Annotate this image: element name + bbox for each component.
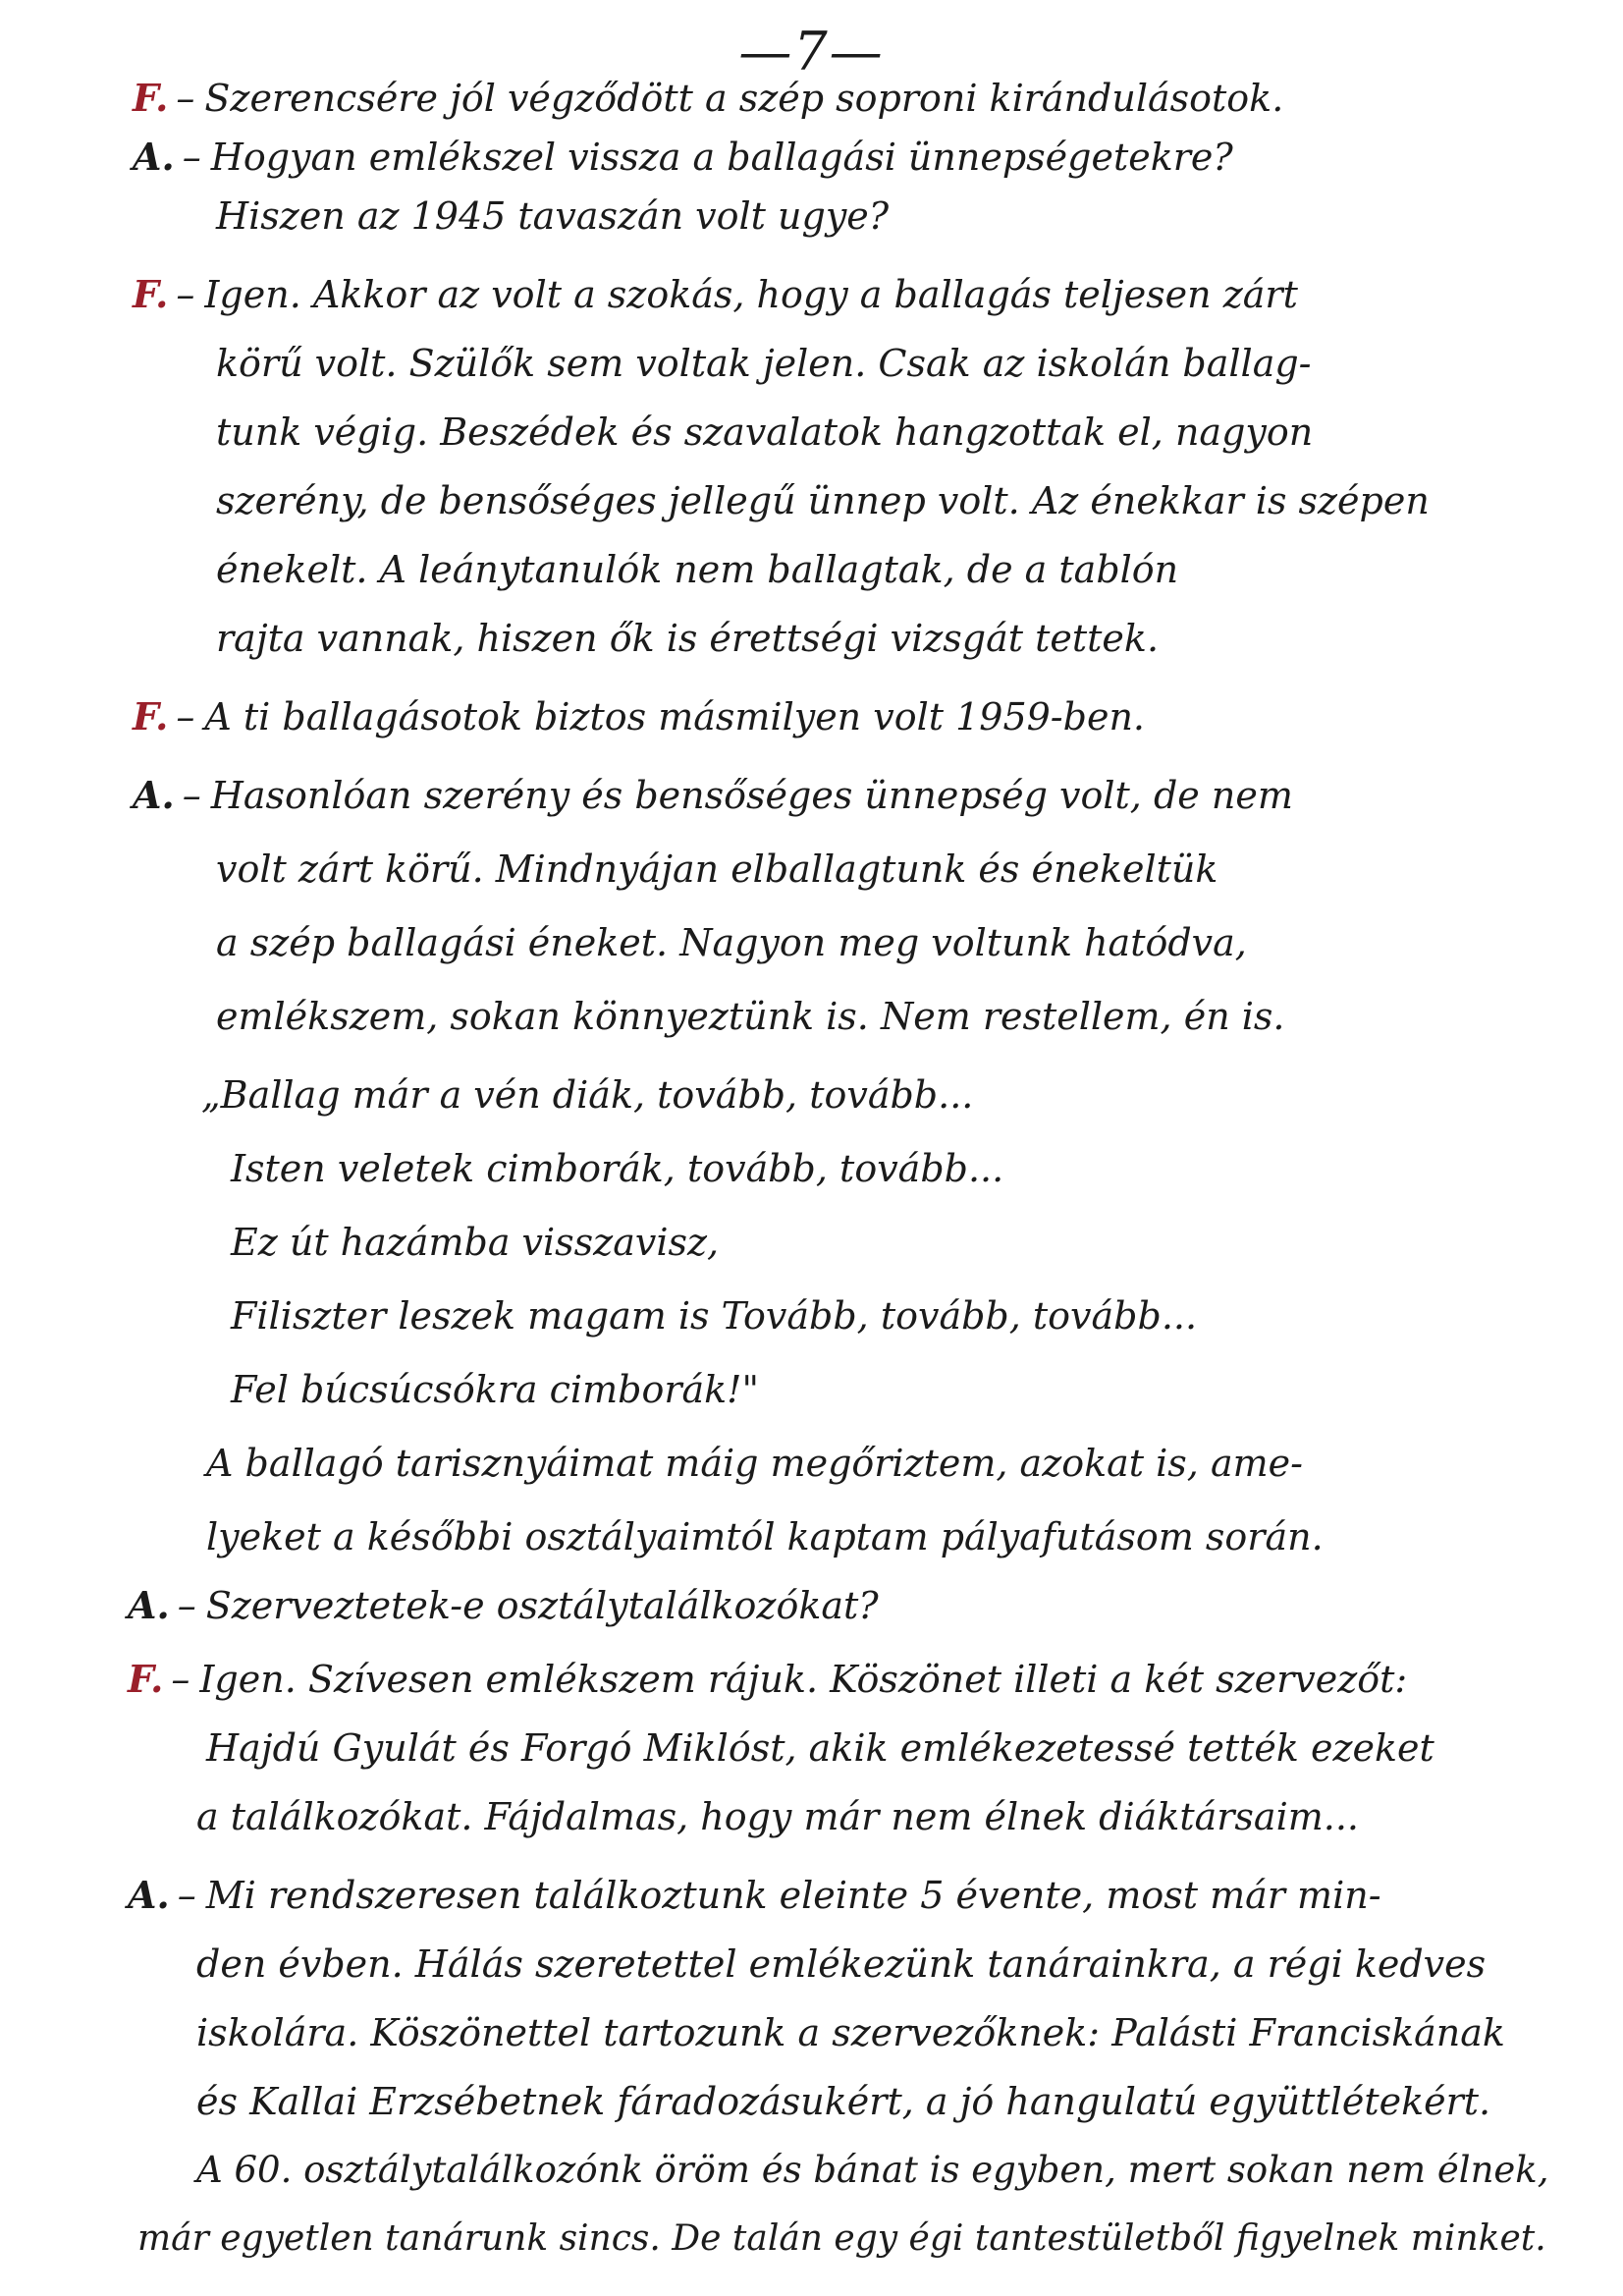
text-line — [216, 913, 1247, 972]
line-text: Szerveztetek-e osztálytalálkozókat? — [205, 1584, 879, 1627]
text-line — [196, 2072, 1490, 2131]
line-text: rajta vannak, hiszen ők is érettségi vizsgát tettek. — [216, 617, 1160, 660]
text-line — [196, 2003, 1505, 2062]
line-text: és Kallai Erzsébetnek fáradozásukért, a jó hangulatú együttlétekért. — [196, 2080, 1491, 2123]
poem-line — [231, 1360, 759, 1419]
line-text: Fel búcsúcsókra cimborák!" — [231, 1368, 759, 1411]
text-line: A. – Mi rendszeresen találkoztunk eleinte 5 évente, most már min- — [128, 1866, 1381, 1925]
line-text: A ballagó tarisznyáimat máig megőriztem, azokat is, ame- — [206, 1442, 1303, 1485]
line-text: lyeket a későbbi osztályaimtól kaptam pályafutásom során. — [206, 1515, 1324, 1558]
text-line — [216, 187, 889, 246]
text-line: F. – Igen. Szívesen emlékszem rájuk. Köszönet illeti a két szervezőt: — [128, 1650, 1407, 1709]
line-text: Hajdú Gyulát és Forgó Miklóst, akik emlékezetessé tették ezeket — [206, 1726, 1434, 1770]
speaker-label: F. — [128, 1657, 164, 1701]
speaker-label: A. — [128, 1583, 170, 1627]
text-line — [206, 1719, 1434, 1777]
speaker-label: A. — [133, 773, 175, 817]
line-text: Hasonlóan szerény és bensőséges ünnepség volt, de nem — [210, 774, 1293, 817]
text-line — [216, 609, 1159, 668]
text-line: A. – Hogyan emlékszel vissza a ballagási ünnepségetekre? — [133, 128, 1233, 187]
text-line — [216, 471, 1430, 530]
text-line — [216, 334, 1312, 393]
line-text: már egyetlen tanárunk sincs. De talán egy égi tantestületből figyelnek minket. — [137, 2218, 1546, 2259]
text-line — [216, 540, 1178, 599]
line-text: A ti ballagásotok biztos másmilyen volt 1959-ben. — [204, 695, 1145, 738]
line-text: Isten veletek cimborák, tovább, tovább... — [231, 1147, 1004, 1190]
line-text: Hogyan emlékszel vissza a ballagási ünnepségetekre? — [210, 136, 1233, 179]
poem-line — [231, 1286, 1197, 1345]
text-line — [206, 1507, 1324, 1566]
text-line: F. – A ti ballagásotok biztos másmilyen volt 1959-ben. — [133, 687, 1145, 746]
line-text: A 60. osztálytalálkozónk öröm és bánat is egyben, mert sokan nem élnek, — [196, 2149, 1549, 2191]
text-line — [216, 403, 1313, 462]
line-text: emlékszem, sokan könnyeztünk is. Nem restellem, én is. — [216, 995, 1285, 1038]
speaker-label: F. — [133, 272, 169, 316]
text-line: F. – Szerencsére jól végződött a szép soproni kirándulásotok. — [133, 69, 1283, 128]
line-text: Ez út hazámba visszavisz, — [231, 1221, 720, 1264]
poem-line — [231, 1213, 719, 1272]
line-text: volt zárt körű. Mindnyájan elballagtunk és énekeltük — [216, 847, 1218, 891]
line-text: Mi rendszeresen találkoztunk eleinte 5 évente, most már min- — [205, 1874, 1381, 1917]
line-text: tunk végig. Beszédek és szavalatok hangzottak el, nagyon — [216, 410, 1314, 454]
line-text: iskolára. Köszönettel tartozunk a szervezőknek: Palásti Franciskának — [196, 2011, 1505, 2054]
poem-line — [201, 1066, 973, 1124]
speaker-label: F. — [133, 76, 169, 120]
text-line — [196, 1935, 1486, 1994]
text-line: A. – Szerveztetek-e osztálytalálkozókat? — [128, 1576, 879, 1635]
page-number: —7— — [738, 21, 885, 82]
text-line — [137, 2210, 1546, 2269]
line-text: Filiszter leszek magam is Tovább, tovább, tovább... — [231, 1294, 1198, 1338]
text-line — [196, 1787, 1359, 1846]
line-text: den évben. Hálás szeretettel emlékezünk tanárainkra, a régi kedves — [196, 1942, 1487, 1986]
text-line — [216, 840, 1217, 899]
text-line: A. – Hasonlóan szerény és bensőséges ünnepség volt, de nem — [133, 766, 1293, 825]
line-text: Szerencsére jól végződött a szép soproni kirándulásotok. — [204, 77, 1284, 120]
line-text: szerény, de bensőséges jellegű ünnep volt. Az énekkar is szépen — [216, 479, 1430, 522]
text-line: F. – Igen. Akkor az volt a szokás, hogy a ballagás teljesen zárt — [133, 265, 1298, 324]
line-text: a találkozókat. Fájdalmas, hogy már nem élnek diáktársaim... — [196, 1795, 1360, 1838]
speaker-label: A. — [133, 135, 175, 179]
text-line — [196, 2141, 1548, 2200]
line-text: körű volt. Szülők sem voltak jelen. Csak az iskolán ballag- — [216, 342, 1312, 385]
text-line — [216, 987, 1285, 1046]
line-text: a szép ballagási éneket. Nagyon meg voltunk hatódva, — [216, 921, 1247, 964]
text-line — [206, 1434, 1303, 1493]
line-text: Igen. Szívesen emlékszem rájuk. Köszönet illeti a két szervezőt: — [199, 1658, 1408, 1701]
poem-line — [231, 1139, 1003, 1198]
line-text: énekelt. A leánytanulók nem ballagtak, de a tablón — [216, 548, 1179, 591]
speaker-label: A. — [128, 1873, 170, 1917]
speaker-label: F. — [133, 694, 169, 738]
line-text: Igen. Akkor az volt a szokás, hogy a ballagás teljesen zárt — [204, 273, 1298, 316]
line-text: „Ballag már a vén diák, tovább, tovább... — [201, 1073, 974, 1117]
line-text: Hiszen az 1945 tavaszán volt ugye? — [216, 194, 890, 238]
